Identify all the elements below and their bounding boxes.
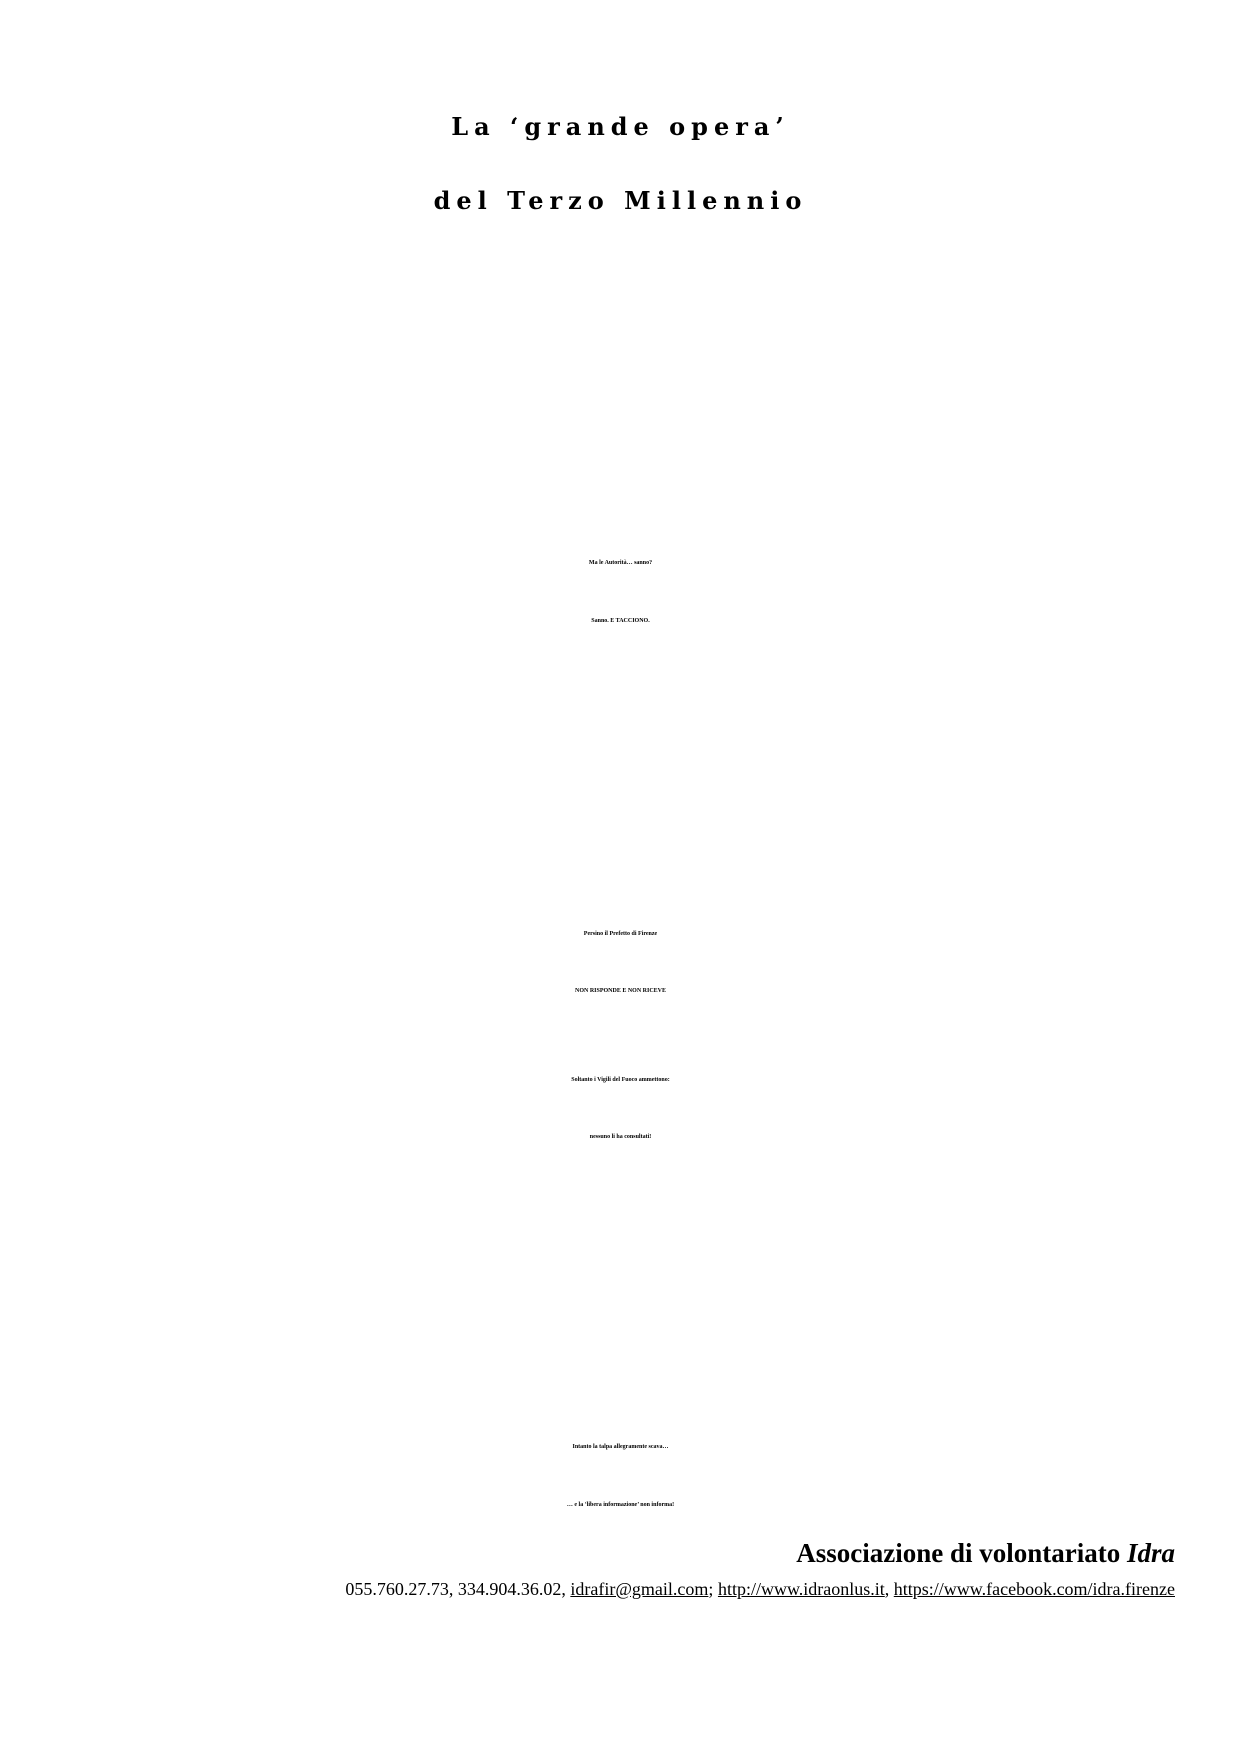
vigili-line-1: Soltanto i Vigili del Fuoco ammettono: bbox=[571, 1077, 670, 1083]
organization-prefix: Associazione di volontariato bbox=[796, 1538, 1127, 1568]
phone-numbers: 055.760.27.73, 334.904.36.02, bbox=[345, 1579, 571, 1599]
closing-line-2: … e la ‘libera informazione’ non informa! bbox=[566, 1502, 675, 1508]
vigili-line-2: nessuno li ha consultati! bbox=[589, 1134, 652, 1140]
authorities-heading-1: Ma le Autorità… sanno? bbox=[588, 560, 653, 566]
website-link[interactable]: http://www.idraonlus.it bbox=[717, 1579, 885, 1599]
organization-name bbox=[796, 1538, 1175, 1569]
title-line-1: La ‘grande opera’ bbox=[451, 112, 790, 141]
closing-line-1: Intanto la talpa allegramente scava… bbox=[572, 1444, 669, 1450]
separator: ; bbox=[708, 1579, 718, 1599]
prefetto-line-2: NON RISPONDE E NON RICEVE bbox=[574, 988, 666, 994]
prefetto-line-1: Persino il Prefetto di Firenze bbox=[583, 931, 658, 937]
separator: , bbox=[884, 1579, 894, 1599]
contact-line bbox=[345, 1579, 1175, 1600]
authorities-heading-2: Sanno. E TACCIONO. bbox=[591, 618, 650, 624]
facebook-link[interactable]: https://www.facebook.com/idra.firenze bbox=[893, 1579, 1175, 1599]
organization-idra: Idra bbox=[1126, 1538, 1175, 1568]
email-link[interactable]: idrafir@gmail.com bbox=[570, 1579, 709, 1599]
title-line-2: del Terzo Millennio bbox=[433, 186, 808, 215]
